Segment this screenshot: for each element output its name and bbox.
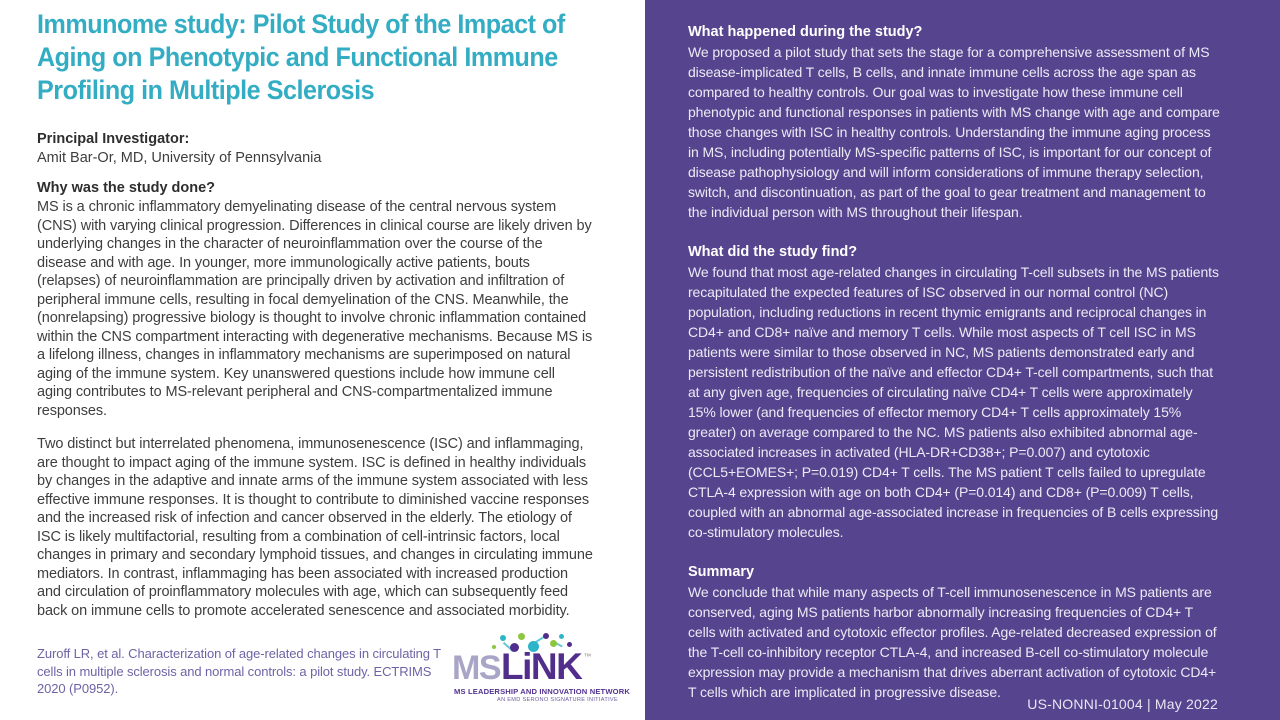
logo-dot <box>500 635 506 641</box>
logo-dot <box>543 633 549 639</box>
title-line-1: Immunome study: Pilot Study of the Impact of <box>37 9 565 39</box>
logo-link-text: LiNK <box>501 646 582 687</box>
section-what-happened <box>688 22 1221 222</box>
logo-dot <box>518 633 525 640</box>
logo-subtagline: AN EMD SERONO SIGNATURE INITIATIVE <box>497 697 618 703</box>
trademark-symbol: ™ <box>583 652 592 661</box>
title-line-2: Aging on Phenotypic and Functional Immune <box>37 42 558 72</box>
citation-text: Zuroff LR, et al. Characterization of age-related changes in circulating T cells in multiple sclerosis and normal controls: a pilot study. ECTRIMS 2020 (P0952). <box>37 646 441 696</box>
summary-body: We conclude that while many aspects of T-cell immunosenescence in MS patients are conserved, aging MS patients harbor abnormally increasing frequencies of CD4+ T cells with activated and cytotoxic effector profiles. Age-related decreased expression of the T-cell co-inhibitory receptor CTLA-4, and increased B-cell co-stimulatory molecule expression may provide a mechanism that drives aberrant activation of cytotoxic CD4+ T cells which are implicated in progressive disease. <box>688 584 1217 700</box>
pi-name: Amit Bar-Or, MD, University of Pennsylvania <box>37 150 322 166</box>
section-summary <box>688 562 1221 702</box>
logo-tagline: MS LEADERSHIP AND INNOVATION NETWORK <box>454 687 630 696</box>
logo-ms-text: MS <box>452 649 500 687</box>
section-what-found <box>688 242 1221 542</box>
principal-investigator-block <box>37 130 593 168</box>
mslink-logo <box>452 631 630 715</box>
right-content <box>688 22 1221 720</box>
logo-dot <box>559 634 564 639</box>
summary-heading: Summary <box>688 564 755 580</box>
pi-label: Principal Investigator: <box>37 131 190 147</box>
page-title <box>37 8 565 107</box>
what-found-heading: What did the study find? <box>688 244 858 260</box>
what-happened-heading: What happened during the study? <box>688 24 923 40</box>
mslink-wordmark <box>452 646 591 688</box>
left-content <box>37 8 593 620</box>
why-study-heading: Why was the study done? <box>37 180 216 196</box>
right-column <box>645 0 1280 720</box>
why-study-paragraph-2: Two distinct but interrelated phenomena, immunosenescence (ISC) and inflammaging, are thought to impact aging of the immune system. ISC is defined in healthy individuals by changes in the adaptive and innate arms of the immune system associated with less effective immune responses. It is thought to contribute to diminished vaccine responses and the increased risk of infection and cancer observed in the elderly. The etiology of ISC is likely multifactorial, resulting from a combination of cell-intrinsic factors, local changes in primary and secondary lymphoid tissues, and changes in circulating immune mediators. In contrast, inflammaging has been associated with increased production and circulation of proinflammatory molecules with age, which can subsequently feed back on immune cells to promote accelerated senescence and associated morbidity. <box>37 436 593 619</box>
title-line-3: Profiling in Multiple Sclerosis <box>37 75 375 105</box>
document-code-date: US-NONNI-01004 | May 2022 <box>1027 696 1218 712</box>
what-happened-body: We proposed a pilot study that sets the stage for a comprehensive assessment of MS disease-implicated T cells, B cells, and innate immune cells across the age span as compared to healthy controls. Our goal was to investigate how these immune cell phenotypic and functional responses in patients with MS change with age and compare those changes with ISC in healthy controls. Understanding the immune aging process in MS, including potentially MS-specific patterns of ISC, is important for our concept of disease pathophysiology and will inform considerations of immune therapy selection, switch, and discontinuation, as part of the goal to gear treatment and management to the individual person with MS throughout their lifespan. <box>688 44 1220 220</box>
why-study-paragraph-1: MS is a chronic inflammatory demyelinating disease of the central nervous system (CNS) with varying clinical progression. Differences in clinical course are likely driven by underlying changes in the character of neuroinflammation over the course of the disease and with age. In younger, more immunologically active patients, bouts (relapses) of neuroinflammation are principally driven by activation and infiltration of peripheral immune cells, resulting in focal demyelination of the CNS. Meanwhile, the (nonrelapsing) progressive biology is thought to involve chronic inflammation contained within the CNS compartment interacting with degenerative mechanisms. Because MS is a lifelong illness, changes in inflammatory mechanisms are superimposed on natural aging of the immune system. Key unanswered questions include how immune cell aging contributes to MS-relevant peripheral and CNS-compartmentalized immune responses. <box>37 199 593 419</box>
what-found-body: We found that most age-related changes in circulating T-cell subsets in the MS patients recapitulated the expected features of ISC observed in our normal control (NC) population, including reductions in recent thymic emigrants and reciprocal changes in CD4+ and CD8+ naïve and memory T cells. While most aspects of T cell ISC in MS patients were similar to those observed in NC, MS patients demonstrated early and persistent redistribution of the naïve and effector CD4+ T-cell compartments, such that at any given age, frequencies of circulating naïve CD4+ T cells were approximately 15% lower (and frequencies of effector memory CD4+ T cells approximately 15% greater) on average compared to the NC. MS patients also exhibited abnormal age-associated increases in activated (HLA-DR+CD38+; P=0.007) and cytotoxic (CCL5+EOMES+; P=0.019) CD4+ T cells. The MS patient T cells failed to upregulate CTLA-4 expression with age on both CD4+ (P=0.014) and CD8+ (P=0.009) T cells, coupled with an abnormal age-associated increase in frequencies of B cells expressing co-stimulatory molecules. <box>688 264 1219 540</box>
